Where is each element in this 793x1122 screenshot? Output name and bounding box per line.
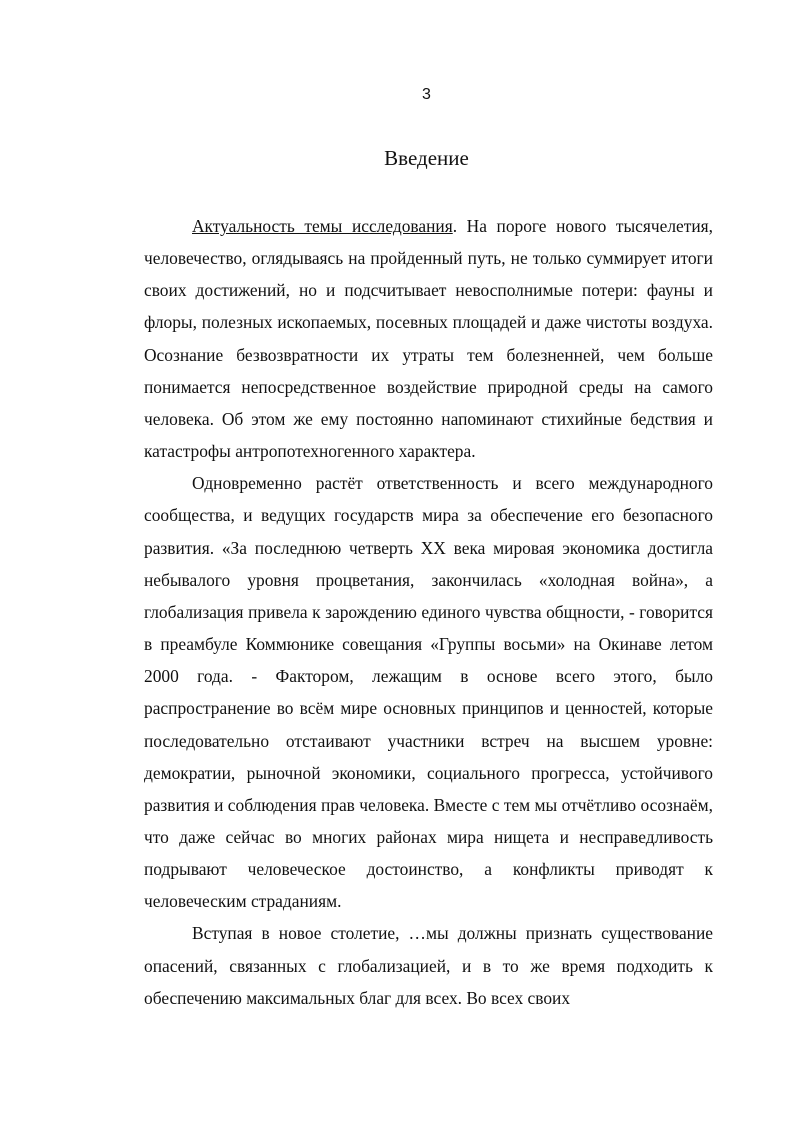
page-title: Введение xyxy=(384,146,469,170)
section-heading: Актуальность темы исследования xyxy=(192,216,453,236)
paragraph-1-text: На пороге нового тысячелетия, человечество, оглядываясь на пройденный путь, не только суммирует итоги своих достижений, но и подсчитывает невосполнимые потери: фауны и флоры, полезных ископаемых, посевных площадей и даже чистоты воздуха. Осознание безвозвратности их утраты тем болезненней, чем больше понимается непосредственное воздействие природной среды на самого человека. Об этом же ему постоянно напоминают стихийные бедствия и катастрофы антропотехногенного характера. xyxy=(144,216,713,462)
paragraph-2: Одновременно растёт ответственность и всего международного сообщества, и ведущих государств мира за обеспечение его безопасного развития. «За последнюю четверть XX века мировая экономика достигла небывалого уровня процветания, закончилась «холодная война», а глобализация привела к зарождению единого чувства общности, - говорится в преамбуле Коммюнике совещания «Группы восьми» на Окинаве летом 2000 года. - Фактором, лежащим в основе всего этого, было распространение во всём мире основных принципов и ценностей, которые последовательно отстаивают участники встреч на высшем уровне: демократии, рыночной экономики, социального прогресса, устойчивого развития и соблюдения прав человека. Вместе с тем мы отчётливо осознаём, что даже сейчас во многих районах мира нищета и несправедливость подрывают человеческое достоинство, а конфликты приводят к человеческим страданиям. xyxy=(144,473,713,912)
paragraph-1 xyxy=(144,210,713,467)
paragraph-3: Вступая в новое столетие, …мы должны признать существование опасений, связанных с глобализацией, и в то же время подходить к обеспечению максимальных благ для всех. Во всех своих xyxy=(144,923,713,1008)
heading-period: . xyxy=(452,216,458,236)
document-body xyxy=(144,210,713,1014)
page-number: 3 xyxy=(422,86,431,103)
